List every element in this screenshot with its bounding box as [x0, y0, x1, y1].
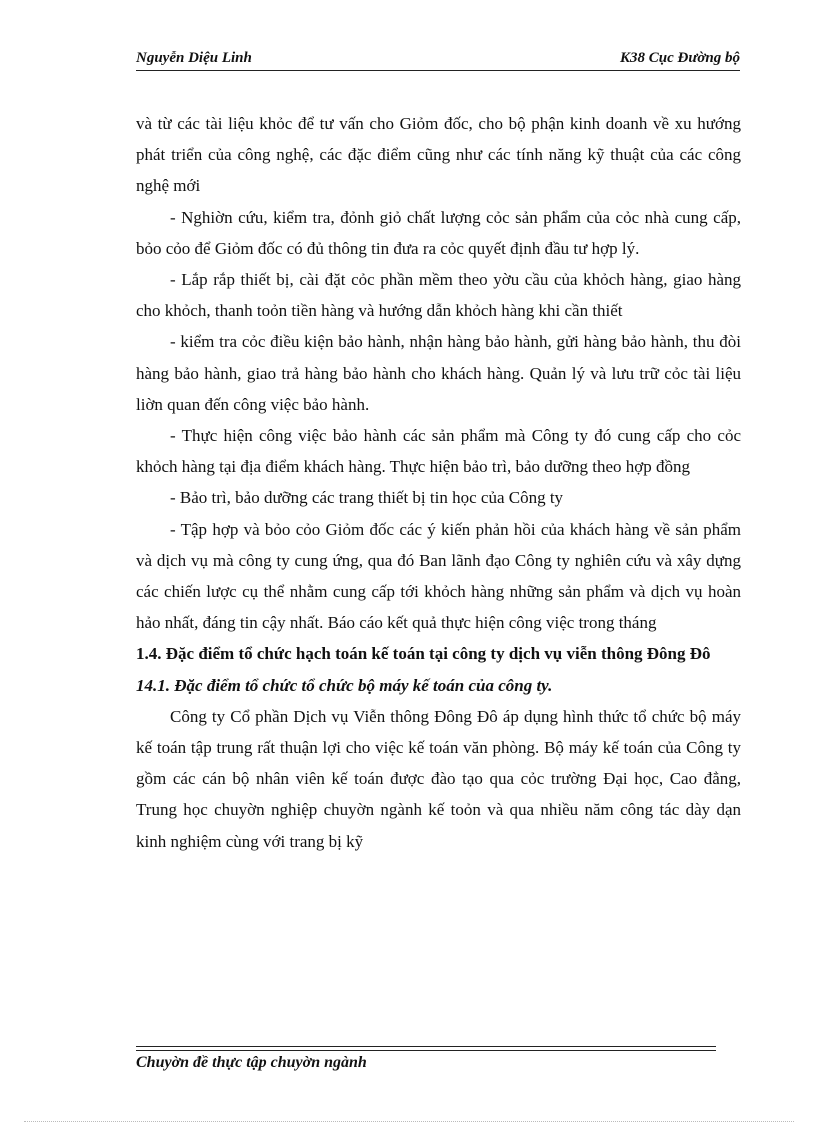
- paragraph-4: - kiểm tra cỏc điều kiện bảo hành, nhận hàng bảo hành, gửi hàng bảo hành, thu đòi hàng bảo hành, giao trả hàng bảo hành cho khách hàng. Quản lý và lưu trữ cỏc tài liệu liờn quan đến công việc bảo hành.: [136, 332, 741, 414]
- subsection-heading: 14.1. Đặc điểm tổ chức tổ chức bộ máy kế toán của công ty.: [136, 675, 553, 695]
- paragraph-7: - Tập hợp và bỏo cỏo Giỏm đốc các ý kiến phản hồi của khách hàng về sản phẩm và dịch vụ mà công ty cung ứng, qua đó Ban lãnh đạo Công ty nghiên cứu và xây dựng các chiến lược cụ thể nhằm cung cấp tới khỏch hàng những sản phẩm và dịch vụ hoàn hảo nhất, đáng tin cậy nhất. Báo cáo kết quả thực hiện công việc trong tháng: [136, 519, 741, 633]
- page-footer: Chuyờn đề thực tập chuyờn ngành: [136, 1054, 367, 1071]
- document-body: [136, 108, 741, 857]
- footer-rule-top: [136, 1046, 716, 1047]
- page-header: [136, 48, 740, 71]
- paragraph-1: và từ các tài liệu khỏc để tư vấn cho Giỏm đốc, cho bộ phận kinh doanh về xu hướng phát triển của công nghệ, các đặc điểm cũng như các tính năng kỹ thuật của các công nghệ mới: [136, 114, 741, 196]
- section-heading: 1.4. Đặc điểm tổ chức hạch toán kế toán tại công ty dịch vụ viễn thông Đông Đô: [136, 644, 711, 664]
- paragraph-2: - Nghiờn cứu, kiểm tra, đỏnh giỏ chất lượng cỏc sản phẩm của cỏc nhà cung cấp, bỏo cỏo để Giỏm đốc có đủ thông tin đưa ra cỏc quyết định đầu tư hợp lý.: [136, 207, 741, 258]
- header-author: Nguyễn Diệu Linh: [136, 50, 252, 66]
- page-edge-divider: [24, 1121, 794, 1122]
- paragraph-3: - Lắp rắp thiết bị, cài đặt cỏc phần mềm theo yờu cầu của khỏch hàng, giao hàng cho khỏch, thanh toỏn tiền hàng và hướng dẫn khỏch hàng khi cần thiết: [136, 270, 741, 321]
- header-class-info: K38 Cục Đường bộ: [620, 50, 740, 66]
- paragraph-5: - Thực hiện công việc bảo hành các sản phẩm mà Công ty đó cung cấp cho cỏc khỏch hàng tại địa điểm khách hàng. Thực hiện bảo trì, bảo dưỡng theo hợp đồng: [136, 426, 741, 477]
- paragraph-8: Công ty Cổ phần Dịch vụ Viễn thông Đông Đô áp dụng hình thức tổ chức bộ máy kế toán tập trung rất thuận lợi cho việc kế toán văn phòng. Bộ máy kế toán của Công ty gồm các cán bộ nhân viên kế toán được đào tạo qua cỏc trường Đại học, Cao đẳng, Trung học chuyờn nghiệp chuyờn ngành kế toỏn và qua nhiều năm công tác dày dạn kinh nghiệm cùng với trang bị kỹ: [136, 706, 741, 851]
- footer-rule-bottom: [136, 1050, 716, 1051]
- paragraph-6: - Bảo trì, bảo dưỡng các trang thiết bị tin học của Công ty: [170, 488, 564, 508]
